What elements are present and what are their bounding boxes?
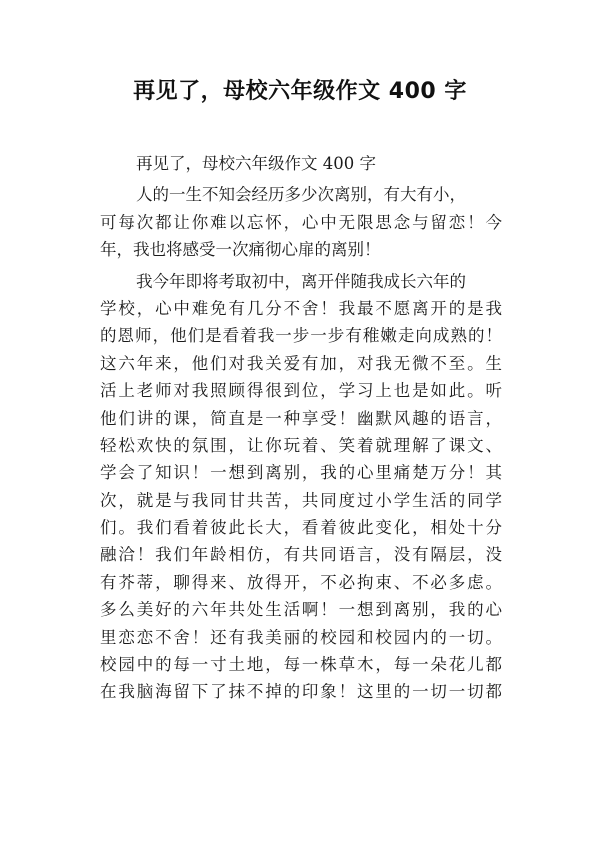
paragraph-line: 轻松欢快的氛围，让你玩着、笑着就理解了课文、 (100, 435, 502, 455)
paragraph-line: 这六年来，他们对我关爱有加，对我无微不至。生 (100, 353, 502, 373)
document-body (100, 150, 502, 706)
paragraph-line: 活上老师对我照顾得很到位，学习上也是如此。听 (100, 381, 502, 401)
paragraph-line: 融洽！我们年龄相仿，有共同语言，没有隔层，没 (100, 545, 502, 565)
paragraph-1 (100, 181, 502, 263)
paragraph-line: 可每次都让你难以忘怀，心中无限思念与留恋！今 (100, 212, 502, 232)
paragraph-line: 学校，心中难免有几分不舍！我最不愿离开的是我 (100, 298, 502, 318)
paragraph-line: 我今年即将考取初中，离开伴随我成长六年的 (136, 271, 466, 291)
paragraph-line: 有芥蒂，聊得来、放得开，不必拘束、不必多虑。 (100, 572, 502, 592)
paragraph-line: 年，我也将感受一次痛彻心扉的离别！ (100, 240, 381, 260)
document-title: 再见了，母校六年级作文 400 字 (133, 79, 467, 104)
paragraph-line: 人的一生不知会经历多少次离别，有大有小， (136, 185, 466, 205)
paragraph-line: 学会了知识！一想到离别，我的心里痛楚万分！其 (100, 463, 502, 483)
paragraph-line: 里恋恋不舍！还有我美丽的校园和校园内的一切。 (100, 627, 502, 647)
paragraph-line: 们。我们看着彼此长大，看着彼此变化，相处十分 (100, 518, 502, 538)
paragraph-2 (100, 268, 502, 706)
paragraph-line: 的恩师，他们是看着我一步一步有稚嫩走向成熟的！ (100, 326, 502, 346)
paragraph-line: 次，就是与我同甘共苦，共同度过小学生活的同学 (100, 490, 502, 510)
paragraph-line: 校园中的每一寸土地，每一株草木，每一朵花儿都 (100, 655, 502, 675)
document-subtitle: 再见了，母校六年级作文 400 字 (136, 154, 376, 173)
paragraph-line: 在我脑海留下了抹不掉的印象！这里的一切一切都 (100, 682, 502, 702)
paragraph-line: 多么美好的六年共处生活啊！一想到离别，我的心 (100, 600, 502, 620)
paragraph-line: 他们讲的课，简直是一种享受！幽默风趣的语言， (100, 408, 502, 428)
